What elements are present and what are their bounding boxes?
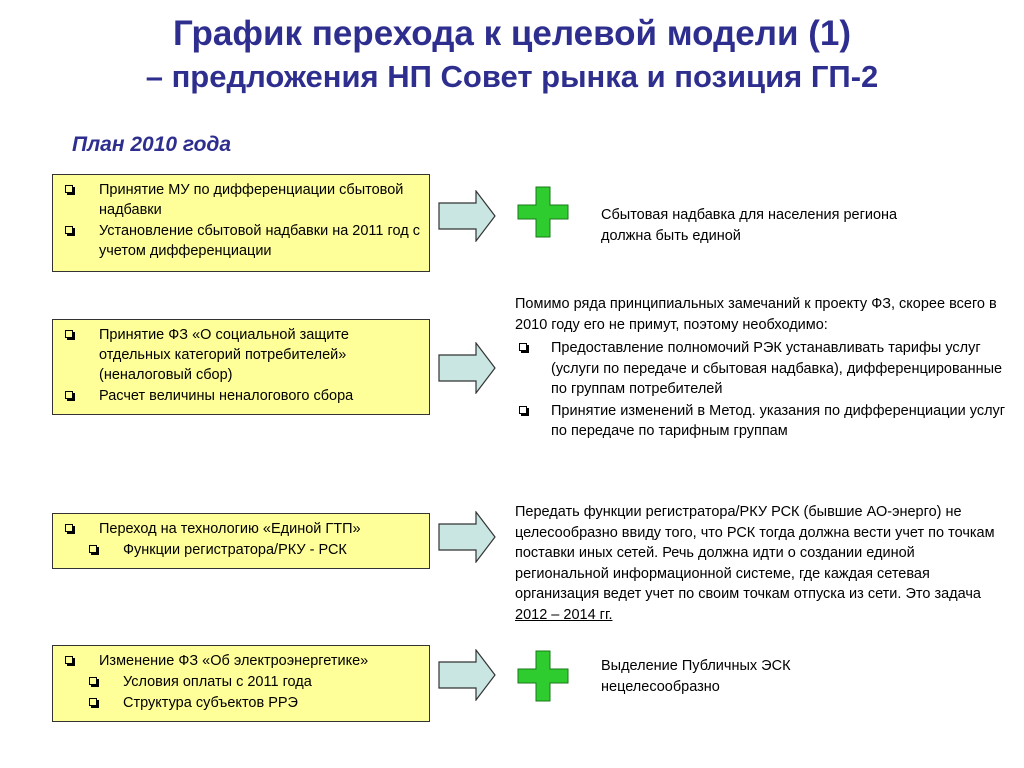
list-item: Предоставление полномочий РЭК устанавливать тарифы услуг (услуги по передаче и сбытовая надбавка), дифференцированные по группам потребителей xyxy=(515,338,1015,400)
checkbox-bullet-icon xyxy=(89,545,97,553)
checkbox-bullet-icon xyxy=(89,698,97,706)
list-item: Принятие изменений в Метод. указания по дифференциации услуг по передаче по тарифным группам xyxy=(515,401,1015,442)
list-item: Условия оплаты с 2011 года xyxy=(59,672,423,692)
plus-icon xyxy=(517,650,569,702)
page-title: График перехода к целевой модели (1) xyxy=(172,14,852,53)
note-3: Передать функции регистратора/РКУ РСК (бывшие АО-энерго) не целесообразно ввиду того, что РСК тогда должна вести учет по точкам поставки иных сетей. Речь должна идти о создании единой региональной информационной системе, где каждая сетевая организация ведет учет по своим точкам отпуска из сети. Это задача 2012 – 2014 гг. xyxy=(515,504,995,623)
right-arrow-icon xyxy=(438,649,496,701)
checkbox-bullet-icon xyxy=(65,330,73,338)
right-arrow-icon xyxy=(438,511,496,563)
note-2: Помимо ряда принципиальных замечаний к проекту ФЗ, скорее всего в 2010 году его не примут, поэтому необходимо: Предоставление полномочий РЭК устанавливать тарифы услуг (услуги по передаче и сбытовая надбавка), дифференцированные по группам потребителей Принятие изменений в Метод. указания по дифференциации услуг по передаче по тарифным группам xyxy=(515,294,1015,443)
page-subtitle-line: – предложения НП Совет рынка и позиция ГП-2 xyxy=(145,59,879,94)
checkbox-bullet-icon xyxy=(65,656,73,664)
plus-icon xyxy=(517,186,569,238)
note-4: Выделение Публичных ЭСК нецелесообразно xyxy=(601,658,791,695)
right-arrow-icon xyxy=(438,342,496,394)
plan-box-3 xyxy=(52,513,430,569)
plan-box-4 xyxy=(52,645,430,722)
list-item: Установление сбытовой надбавки на 2011 год с учетом дифференциации xyxy=(59,221,423,261)
list-item: Расчет величины неналогового сбора xyxy=(59,386,423,406)
list-item: Функции регистратора/РКУ - РСК xyxy=(59,540,423,560)
right-arrow-icon xyxy=(438,190,496,242)
section-heading: План 2010 года xyxy=(72,133,232,156)
plan-box-1 xyxy=(52,174,430,272)
checkbox-bullet-icon xyxy=(519,343,527,351)
checkbox-bullet-icon xyxy=(89,677,97,685)
note-1: Сбытовая надбавка для населения региона должна быть единой xyxy=(601,207,898,244)
checkbox-bullet-icon xyxy=(65,185,73,193)
checkbox-bullet-icon xyxy=(65,524,73,532)
checkbox-bullet-icon xyxy=(65,391,73,399)
checkbox-bullet-icon xyxy=(65,226,73,234)
plan-box-2 xyxy=(52,319,430,415)
list-item: Структура субъектов РРЭ xyxy=(59,693,423,713)
list-item: Принятие МУ по дифференциации сбытовой надбавки xyxy=(59,180,423,220)
checkbox-bullet-icon xyxy=(519,406,527,414)
list-item: Принятие ФЗ «О социальной защите отдельных категорий потребителей» (неналоговый сбор) xyxy=(59,325,423,385)
list-item: Изменение ФЗ «Об электроэнергетике» xyxy=(59,651,423,671)
list-item: Переход на технологию «Единой ГТП» xyxy=(59,519,423,539)
